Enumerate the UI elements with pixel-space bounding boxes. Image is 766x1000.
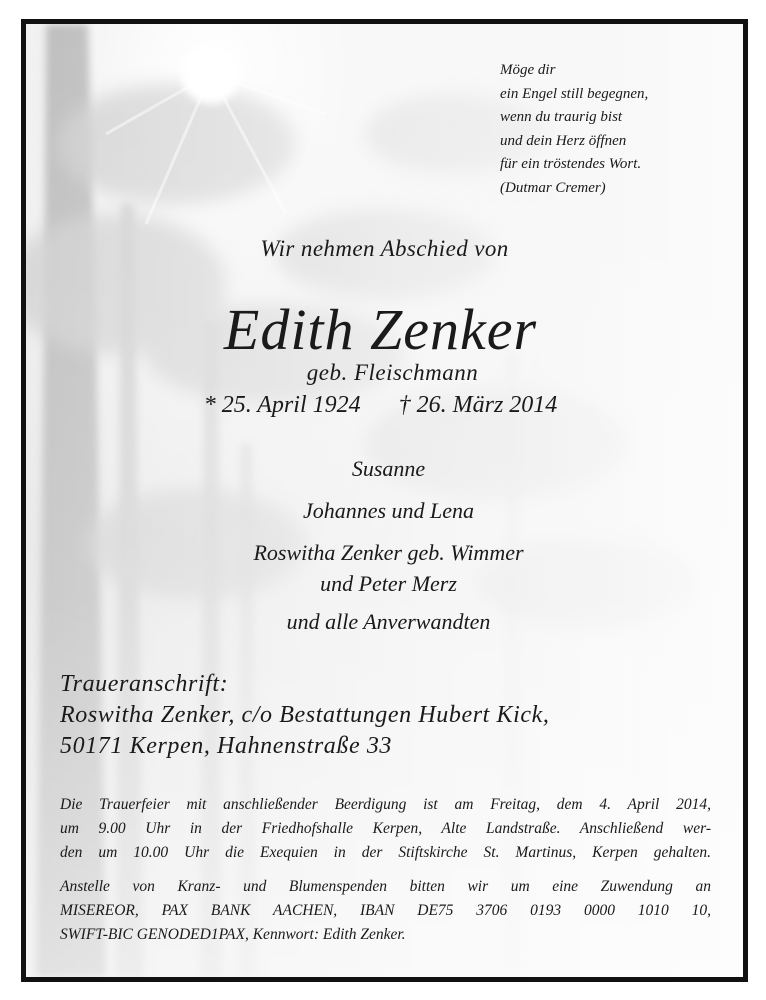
deceased-name: Edith Zenker bbox=[223, 297, 538, 362]
notice-line: Die Trauerfeier mit anschließender Beerdigung ist am Freitag, dem 4. April 2014, bbox=[60, 796, 711, 813]
notice-line: MISEREOR, PAX BANK AACHEN, IBAN DE75 3706 0193 0000 1010 10, bbox=[60, 902, 711, 919]
quote-line: Möge dir bbox=[500, 62, 556, 78]
mourning-address bbox=[60, 669, 550, 762]
mourner-line: Johannes und Lena bbox=[302, 498, 475, 523]
quote-line: ein Engel still begegnen, bbox=[500, 85, 649, 102]
obituary-content bbox=[26, 24, 743, 977]
quote-line: und dein Herz öffnen bbox=[500, 132, 627, 149]
obituary-frame bbox=[21, 19, 748, 982]
mourner-line: und alle Anverwandten bbox=[286, 609, 491, 634]
notice-line: Anstelle von Kranz- und Blumenspenden bitten wir um eine Zuwendung an bbox=[60, 878, 711, 895]
quote-author: (Dutmar Cremer) bbox=[500, 179, 606, 196]
quote-line: für ein tröstendes Wort. bbox=[500, 156, 642, 172]
notice-line: den um 10.00 Uhr die Exequien in der Stiftskirche St. Martinus, Kerpen gehalten. bbox=[60, 844, 711, 861]
mourners-list bbox=[30, 452, 747, 639]
quote-line: wenn du traurig bist bbox=[500, 109, 623, 125]
address-line: Roswitha Zenker, c/o Bestattungen Hubert Kick, bbox=[60, 702, 550, 728]
mourner-line: und Peter Merz bbox=[320, 571, 457, 596]
poem-quote bbox=[500, 59, 648, 200]
life-dates bbox=[22, 392, 739, 419]
funeral-notice bbox=[60, 793, 711, 865]
notice-line: SWIFT-BIC GENODED1PAX, Kennwort: Edith Zenker. bbox=[60, 926, 406, 943]
notice-line: um 9.00 Uhr in der Friedhofshalle Kerpen, Alte Landstraße. Anschließend wer- bbox=[60, 820, 711, 837]
mourner-line: Susanne bbox=[351, 456, 426, 481]
mourner-line: Roswitha Zenker geb. Wimmer bbox=[253, 540, 524, 565]
birth-date: * 25. April 1924 bbox=[203, 392, 361, 418]
maiden-name: geb. Fleischmann bbox=[306, 360, 479, 385]
farewell-intro: Wir nehmen Abschied von bbox=[260, 236, 509, 261]
address-label: Traueranschrift: bbox=[60, 671, 229, 697]
donation-notice bbox=[60, 875, 711, 947]
address-line: 50171 Kerpen, Hahnenstraße 33 bbox=[60, 733, 393, 759]
death-date: † 26. März 2014 bbox=[398, 392, 558, 418]
